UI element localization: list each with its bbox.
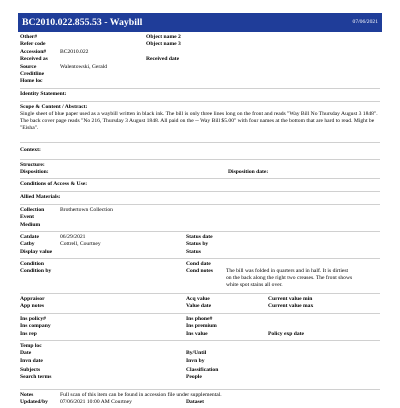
invn-date-label: Invn date	[20, 357, 43, 364]
source-value: Walentowski, Gerald	[60, 63, 108, 70]
row-medium	[20, 222, 380, 229]
row-display	[20, 249, 380, 256]
appraisal-section	[20, 293, 380, 311]
location-section	[20, 340, 380, 387]
condition-by-label: Condition by	[20, 268, 52, 275]
row-temp-loc	[20, 343, 380, 350]
notes-value: Full scan of this item can be found in accession file under supplemental.	[60, 391, 222, 398]
updated-by-label: Updated/by	[20, 399, 48, 406]
row-date	[20, 350, 380, 357]
identity-label: Identity Statement:	[20, 90, 67, 97]
row-search-terms	[20, 374, 380, 381]
refer-code-label: Refer code	[20, 41, 46, 48]
date-label: Date	[20, 350, 32, 357]
row-invn-date	[20, 358, 380, 365]
row-creditline	[20, 71, 380, 78]
structure-label: Structure:	[20, 161, 45, 168]
row-ins-policy	[20, 316, 380, 323]
condition-section	[20, 258, 380, 291]
status-date-label: Status date	[186, 233, 213, 240]
source-label: Source	[20, 63, 37, 70]
ins-value-label: Ins value	[186, 330, 208, 337]
disposition-label: Disposition:	[20, 169, 49, 176]
notes-label: Notes	[20, 391, 34, 398]
header-date: 07/06/2021	[352, 19, 378, 26]
collection-label: Collection	[20, 206, 45, 213]
accession-value: BC2010.022	[60, 48, 89, 55]
row-ins-company	[20, 323, 380, 330]
row-app-notes	[20, 303, 380, 310]
catby-label: Catby	[20, 241, 35, 248]
identity-section	[20, 88, 380, 99]
insurance-section	[20, 313, 380, 338]
display-value-label: Display value	[20, 248, 53, 255]
row-subjects	[20, 367, 380, 374]
record-title: BC2010.022.855.53 - Waybill	[22, 16, 143, 28]
collection-value: Brothertown Collection	[60, 206, 113, 213]
policy-exp-date-label: Policy exp date	[268, 330, 305, 337]
catdate-value: 06/29/2021	[60, 233, 86, 240]
people-label: People	[186, 374, 202, 381]
notes-section	[20, 389, 380, 408]
scope-section	[20, 101, 380, 140]
row-event	[20, 214, 380, 221]
temp-loc-label: Temp loc	[20, 342, 42, 349]
ins-company-label: Ins company	[20, 323, 51, 330]
cond-date-label: Cond date	[186, 260, 211, 267]
value-date-label: Value date	[186, 303, 212, 310]
structure-section	[20, 159, 380, 176]
row-notes	[20, 392, 380, 399]
object-name-2-label: Object name 2	[146, 34, 181, 40]
home-loc-label: Home loc	[20, 78, 43, 85]
current-value-min-label: Current value min	[268, 295, 313, 302]
status-by-label: Status by	[186, 241, 209, 248]
record-header	[18, 13, 382, 32]
medium-label: Medium	[20, 221, 41, 228]
by-until-label: By/Until	[186, 350, 207, 357]
row-collection	[20, 207, 380, 214]
updated-by-value: 07/06/2021 10:00 AM Courtney	[60, 399, 132, 406]
scope-text: Single sheet of blue paper used as a waybill written in black ink. The bill is only three lines long on the front and reads "Way Bill No Thursday August 3 1848". The back cover page reads "No 216, Thursday 3 August 1848. All paid on the -- Way Bill $5.00" with four names at the bottom that are hard to read. Might be "Eisha".	[20, 111, 378, 132]
scope-label: Scope & Content / Abstract:	[20, 103, 88, 110]
cond-notes-label: Cond notes	[186, 268, 213, 275]
row-source	[20, 64, 380, 71]
ins-premium-label: Ins premium	[186, 323, 217, 330]
catalog-section	[20, 231, 380, 256]
acq-value-label: Acq value	[186, 295, 210, 302]
row-ins-rep	[20, 331, 380, 338]
record-content	[20, 34, 380, 408]
received-as-label: Received as	[20, 56, 48, 63]
accession-label: Accession#	[20, 48, 47, 55]
event-label: Event	[20, 214, 34, 221]
other-label: Other#	[20, 34, 38, 40]
row-homeloc	[20, 78, 380, 85]
app-notes-label: App notes	[20, 303, 45, 310]
allied-section	[20, 191, 380, 202]
context-label: Context:	[20, 146, 41, 153]
row-updated	[20, 399, 380, 406]
row-condition-by	[20, 268, 380, 289]
row-catdate	[20, 234, 380, 241]
catdate-label: Catdate	[20, 233, 39, 240]
received-date-label: Received date	[146, 56, 180, 63]
row-refer	[20, 41, 380, 48]
catby-value: Cottrell, Courtney	[60, 241, 101, 248]
classification-label: Classification	[186, 366, 219, 373]
collection-section	[20, 204, 380, 229]
cond-notes-value: The bill was folded in quarters and in half. It is dirtiest on the back along the right two creases. The front shows white spot stains all over.	[226, 268, 353, 289]
context-section	[20, 142, 380, 157]
row-disposition	[20, 169, 380, 176]
row-other	[20, 34, 380, 41]
appraisor-label: Appraisor	[20, 295, 45, 302]
row-catby	[20, 241, 380, 248]
row-appraisor	[20, 296, 380, 303]
object-name-3-label: Object name 3	[146, 41, 181, 48]
row-structure	[20, 162, 380, 169]
dataset-label: Dataset	[186, 399, 205, 406]
conditions-access-section	[20, 178, 380, 189]
row-received	[20, 56, 380, 63]
status-label: Status	[186, 248, 201, 255]
allied-label: Allied Materials:	[20, 193, 61, 200]
current-value-max-label: Current value max	[268, 303, 314, 310]
invn-by-label: Invn by	[186, 357, 205, 364]
condition-label: Condition	[20, 260, 44, 267]
ins-policy-label: Ins policy#	[20, 315, 46, 322]
ins-phone-label: Ins phone#	[186, 315, 213, 322]
row-accession	[20, 49, 380, 56]
ins-rep-label: Ins rep	[20, 330, 37, 337]
search-terms-label: Search terms	[20, 374, 52, 381]
subjects-label: Subjects	[20, 366, 41, 373]
conditions-access-label: Conditions of Access & Use:	[20, 180, 88, 187]
disposition-date-label: Disposition date:	[228, 169, 269, 176]
creditline-label: Creditline	[20, 70, 45, 77]
